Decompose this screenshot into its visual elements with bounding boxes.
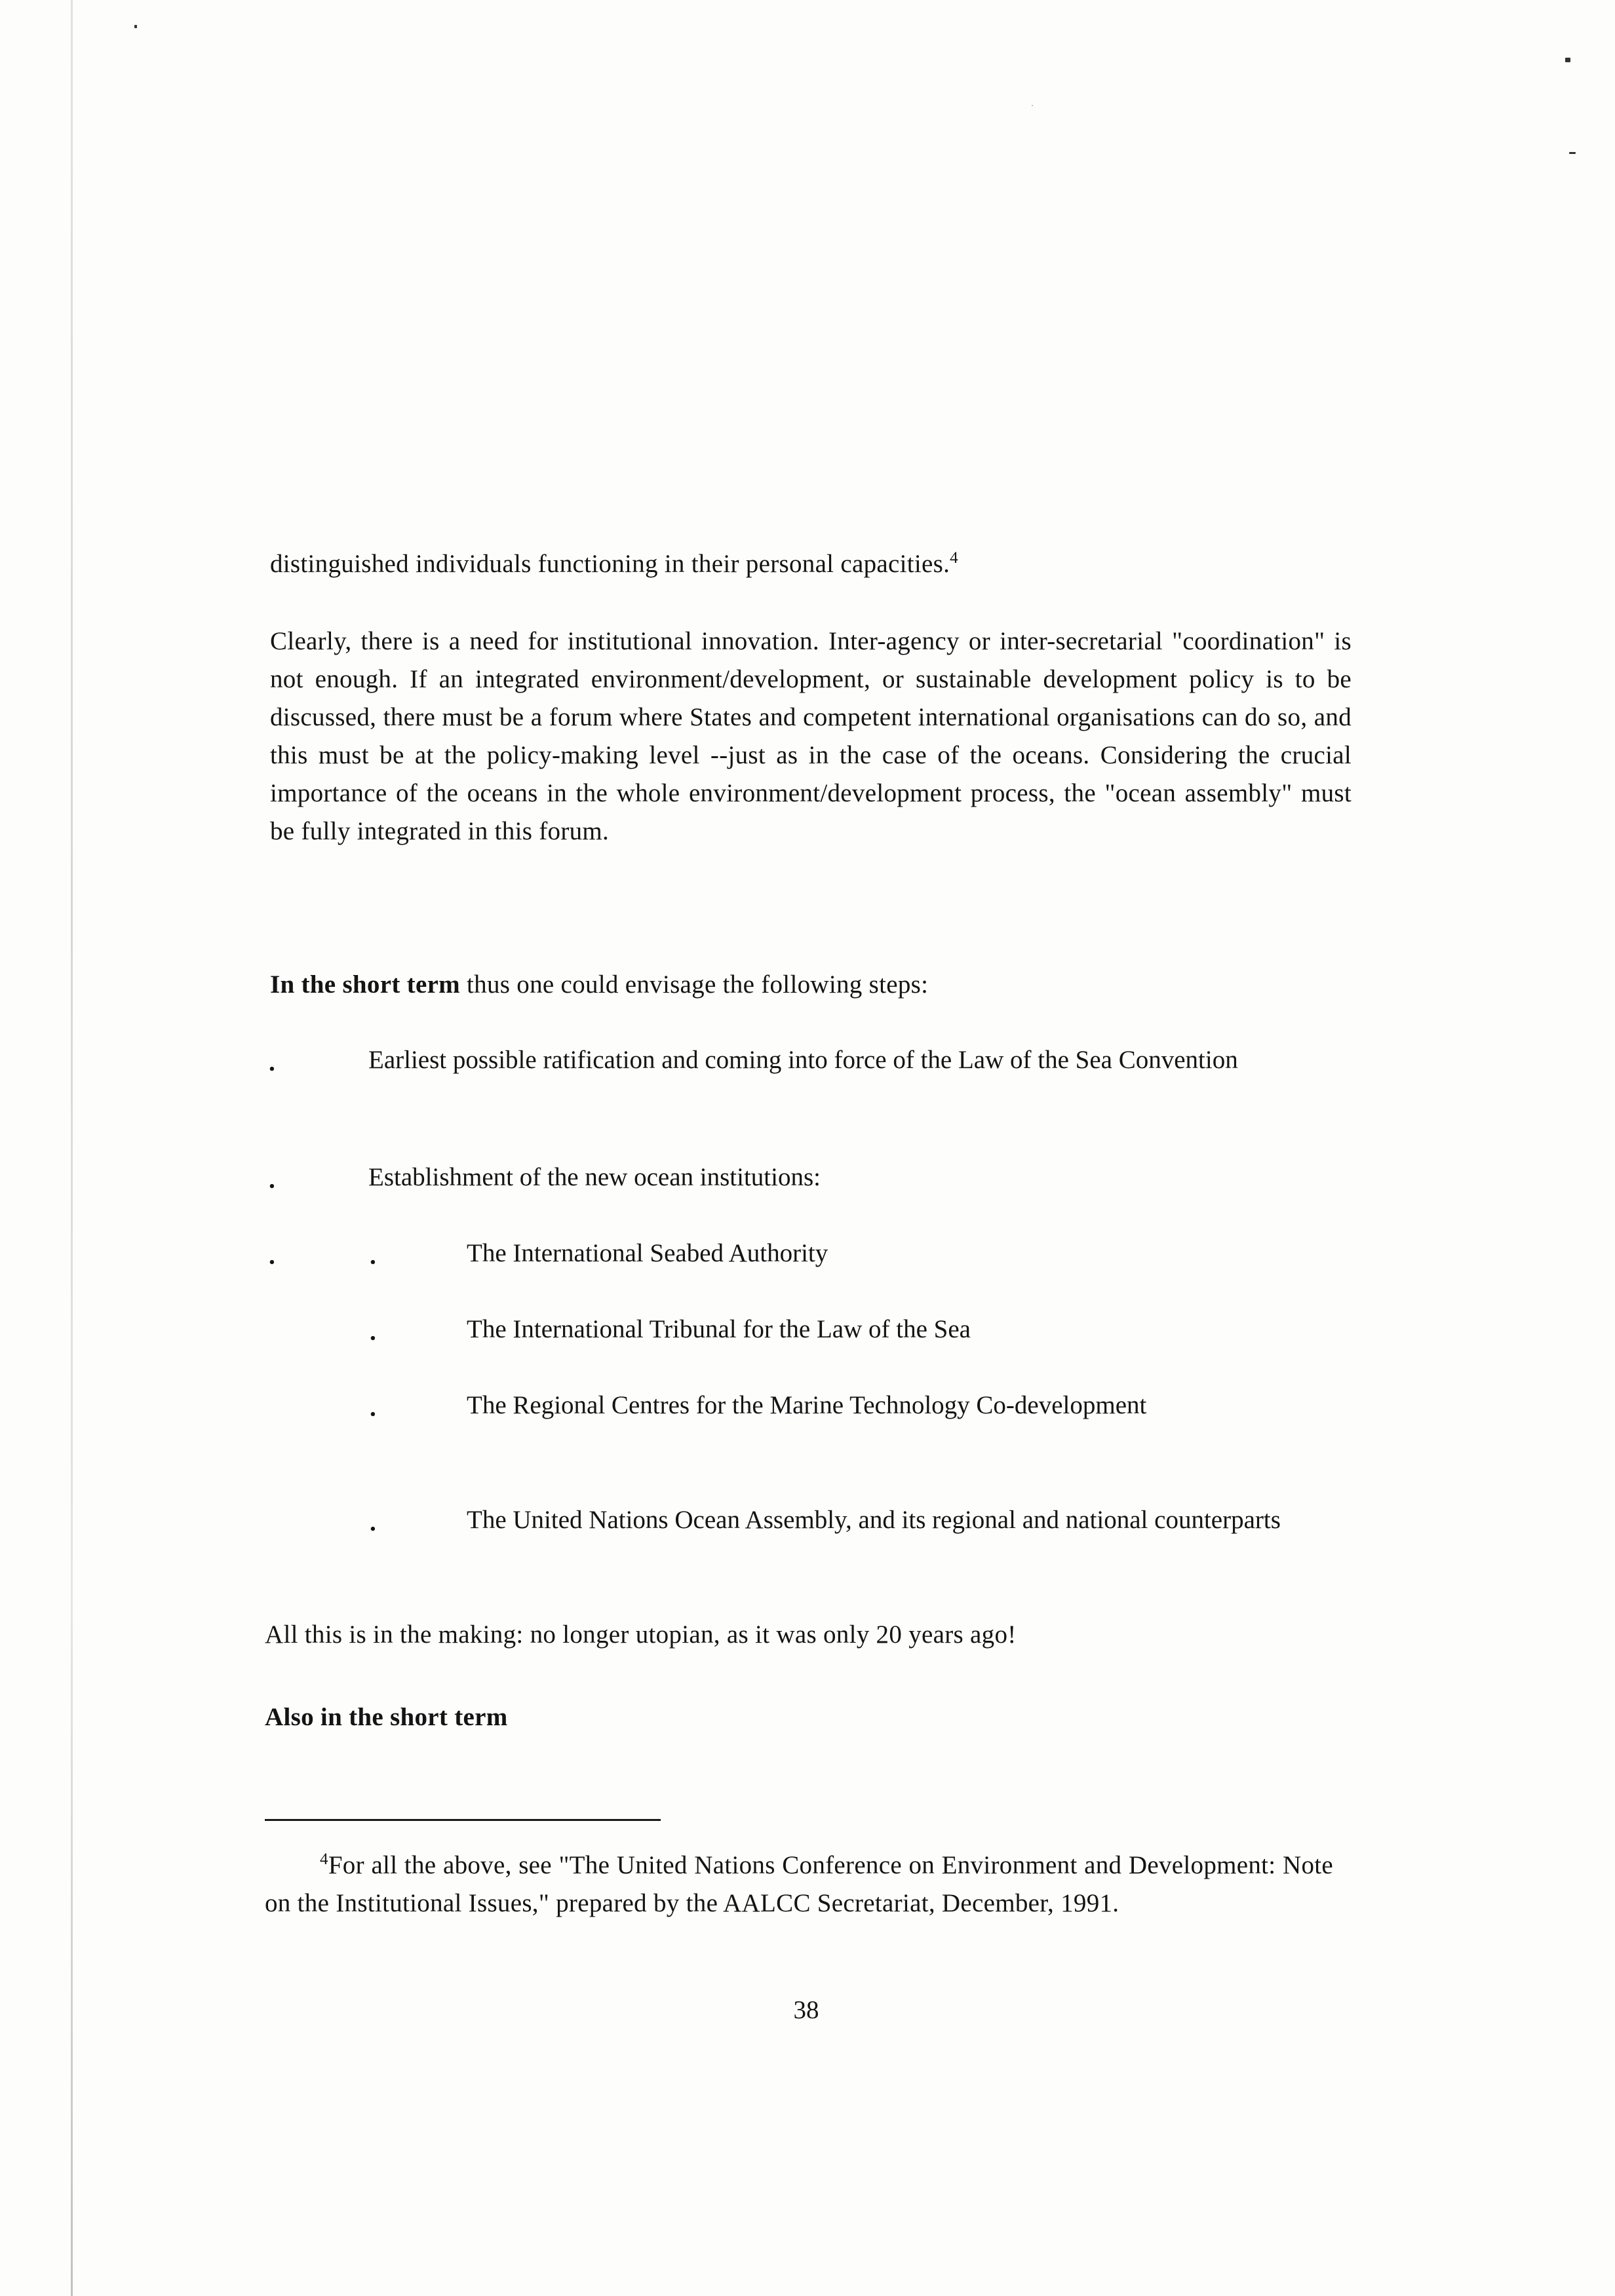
list-item-text: Establishment of the new ocean institutions:: [368, 1163, 821, 1191]
sub-list-item-text: The Regional Centres for the Marine Technology Co-development: [467, 1391, 1147, 1419]
paragraph-clearly: [270, 622, 1352, 851]
also-heading-text: Also in the short term: [265, 1703, 508, 1731]
footnote-divider: [265, 1819, 661, 1821]
bullet-marker: .: [269, 1048, 275, 1077]
sub-list-item-text: The International Seabed Authority: [467, 1239, 828, 1267]
paragraph-distinguished: [270, 545, 1352, 583]
list-item-text: Earliest possible ratification and coming into force of the Law of the Sea Convention: [368, 1046, 1238, 1074]
scan-speck: [1565, 58, 1570, 62]
short-term-bold-lead: In the short term: [270, 970, 460, 999]
sub-bullet-marker: .: [370, 1508, 376, 1537]
section-heading-also-short-term: [265, 1698, 1346, 1736]
sub-list-item-text: The United Nations Ocean Assembly, and its regional and national counterparts: [467, 1506, 1281, 1534]
sub-bullet-marker: .: [370, 1318, 376, 1346]
paragraph-clearly-text: Clearly, there is a need for institutional innovation. Inter-agency or inter-secretarial "coordination" is not enough. If an integrated environment/development, or sustainable development policy is to be discussed, there must be a forum where States and competent international organisations can do so, and this must be at the policy-making level --just as in the case of the oceans. Considering the crucial importance of the oceans in the whole environment/development process, the "ocean assembly" must be fully integrated in this forum.: [270, 627, 1352, 845]
paragraph-distinguished-text: distinguished individuals functioning in their personal capacities.: [270, 550, 950, 578]
footnote-text: For all the above, see "The United Nations Conference on Environment and Development: Note on the Institutional Issues," prepared by the AALCC Secretariat, December, 1991.: [265, 1851, 1333, 1917]
scan-speck: [1032, 105, 1033, 106]
bullet-marker: .: [269, 1242, 275, 1270]
paragraph-making-text: All this is in the making: no longer utopian, as it was only 20 years ago!: [265, 1620, 1017, 1649]
bullet-marker: .: [269, 1166, 275, 1194]
paragraph-short-term: [270, 966, 1352, 1004]
scan-edge-line: [71, 0, 73, 2296]
page-number: 38: [793, 1996, 819, 2024]
paragraph-making: [265, 1616, 1346, 1654]
footnote-reference: 4: [950, 549, 958, 567]
sub-list-item-text: The International Tribunal for the Law of the Sea: [467, 1315, 971, 1343]
footnote-marker: 4: [320, 1850, 328, 1868]
short-term-rest: thus one could envisage the following steps:: [459, 970, 929, 999]
scan-speck: [1569, 152, 1576, 154]
sub-bullet-marker: .: [370, 1242, 376, 1270]
scan-speck: [134, 25, 137, 28]
footnote: [265, 1846, 1333, 1923]
sub-bullet-marker: .: [370, 1394, 376, 1422]
